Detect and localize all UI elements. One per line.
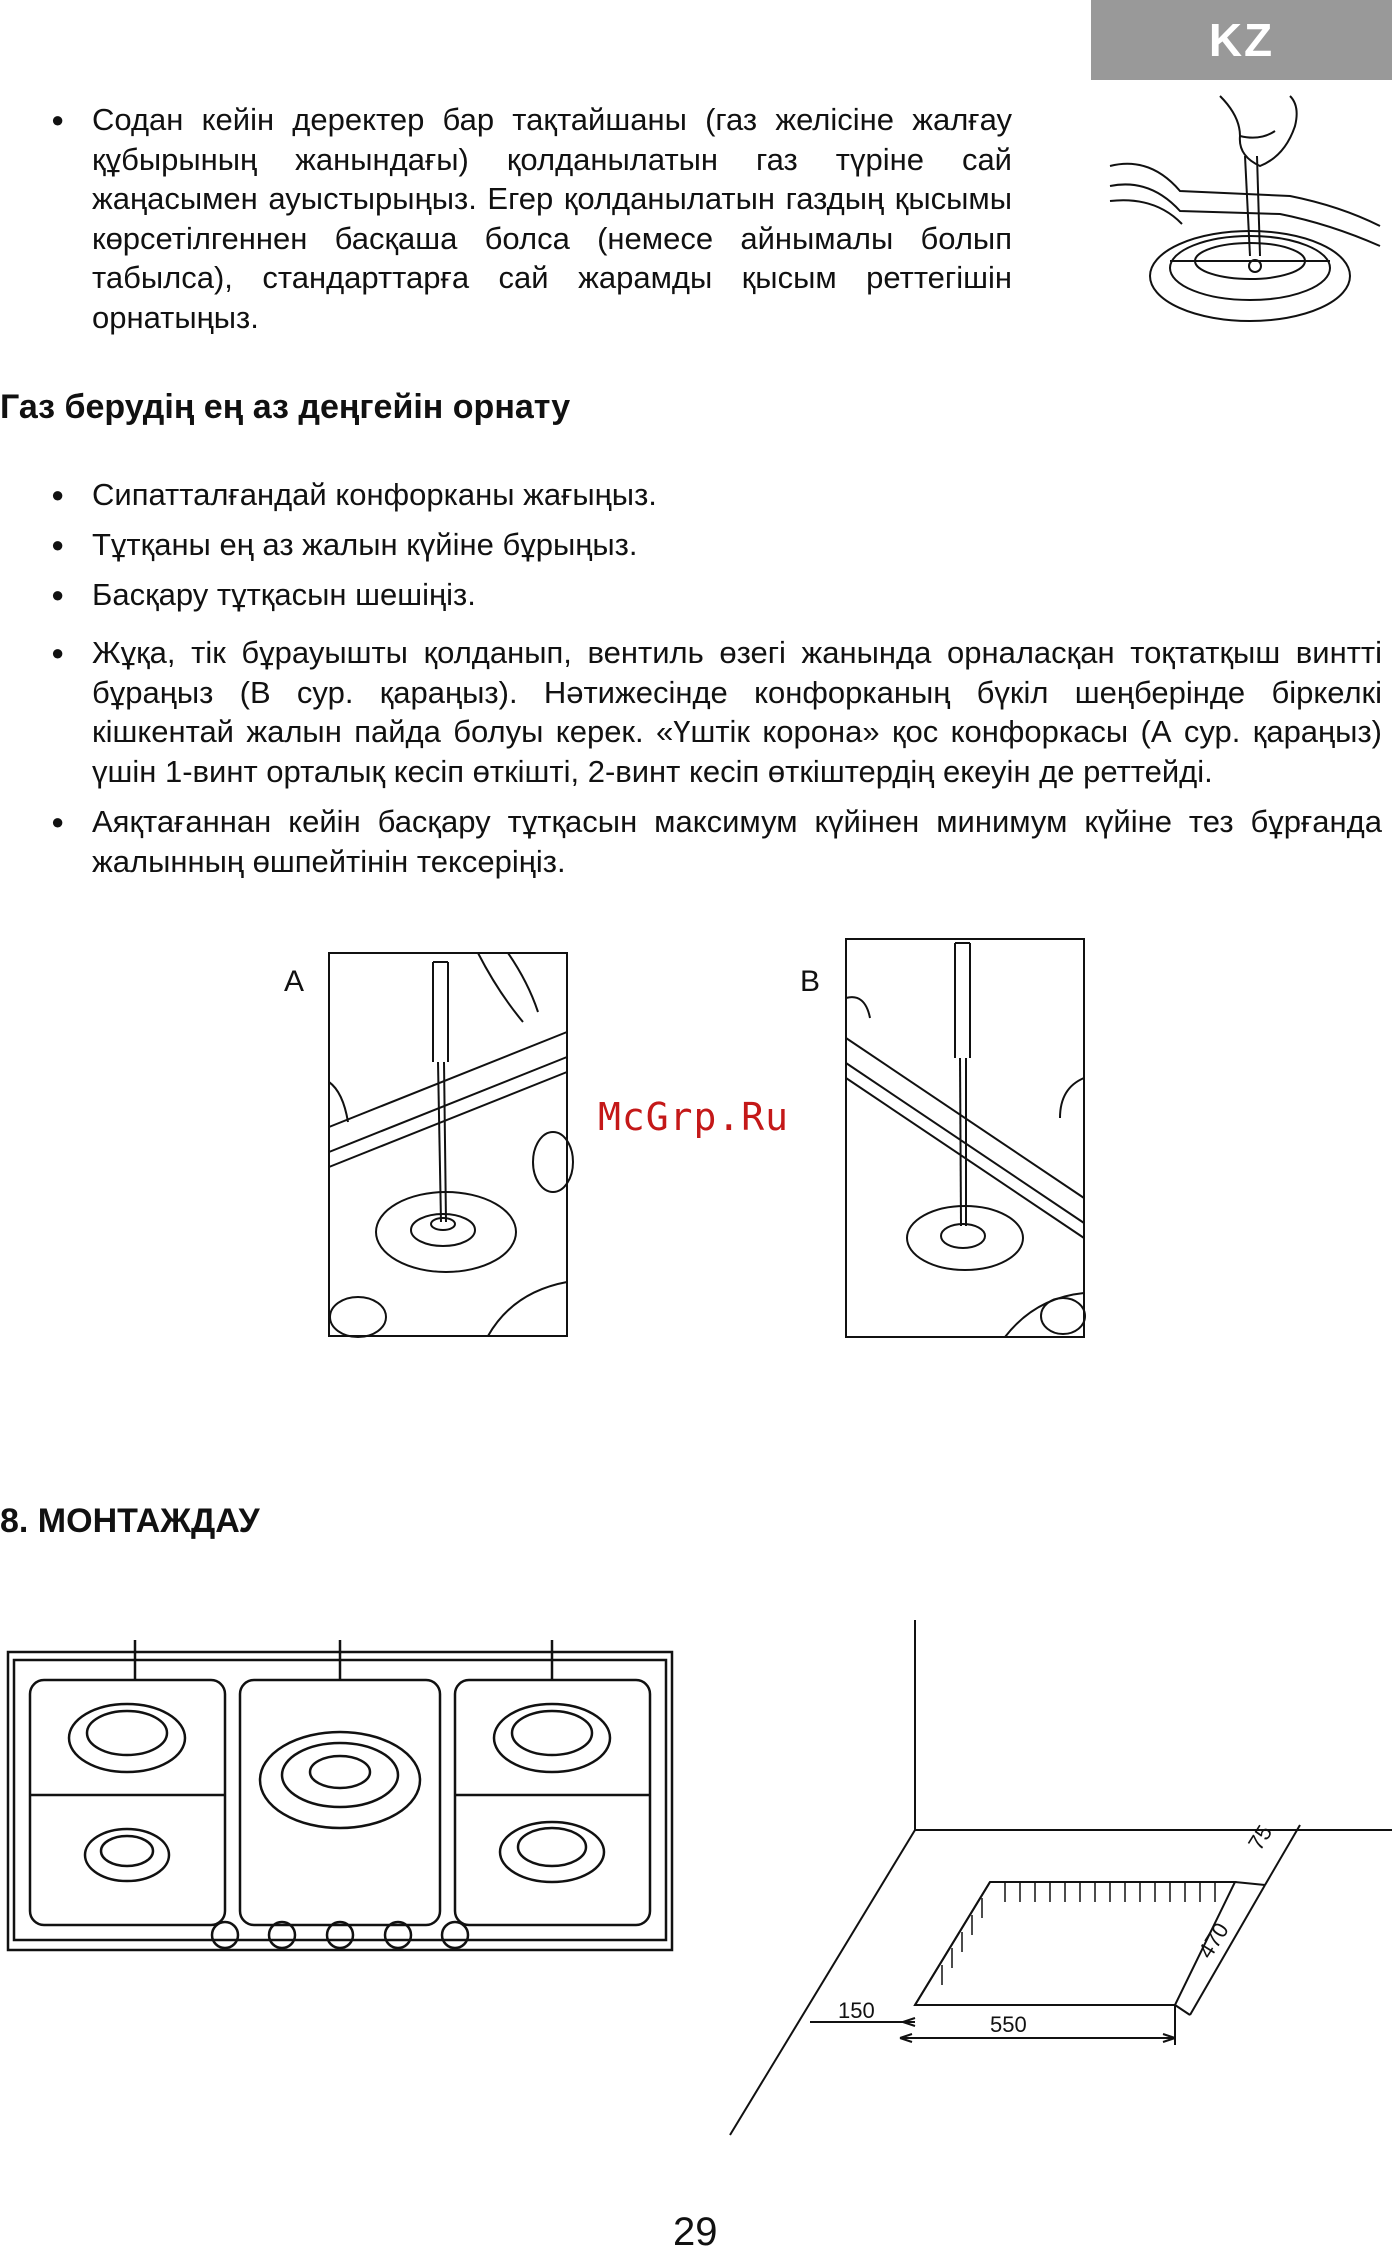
figure-label-a: A bbox=[284, 965, 305, 998]
bullet-dot: ● bbox=[51, 640, 65, 665]
page-number: 29 bbox=[673, 2210, 718, 2254]
section-title-min-gas: Газ берудің ең аз деңгейін орнату bbox=[0, 388, 571, 426]
watermark: McGrp.Ru bbox=[598, 1095, 790, 1139]
dimension-150: 150 bbox=[838, 1998, 875, 2023]
intro-bullet bbox=[51, 100, 1012, 337]
cutout-diagram bbox=[720, 1620, 1392, 2140]
section-title-mounting: 8. МОНТАЖДАУ bbox=[0, 1502, 260, 1540]
list-item-text: Жұқа, тік бұрауышты қолданып, вентиль өзегі жанында орналасқан тоқтатқыш винтті бұраңыз (В сур. қараңыз). Нәтижесінде конфорканың бүкіл шеңберінде біркелкі кішкентай жалын пайда болуы керек. «Үштік корона» қос конфоркасы (А сур. қараңыз) үшін 1-винт орталық кесіп өткішті, 2-винт кесіп өткіштердің екеуін де реттейді. bbox=[92, 635, 1382, 789]
hatch-marks bbox=[942, 1882, 1215, 1985]
list-item-text: Сипатталғандай конфорканы жағыңыз. bbox=[92, 477, 657, 512]
hob-illustration bbox=[0, 1640, 680, 1980]
figure-a-illustration bbox=[328, 952, 568, 1337]
list-item bbox=[51, 802, 1382, 881]
list-item bbox=[51, 633, 1382, 791]
dimension-470: 470 bbox=[1193, 1918, 1234, 1963]
bullet-dot: ● bbox=[51, 482, 65, 507]
intro-text: Содан кейін деректер бар тақтайшаны (газ желісіне жалғау құбырының жанындағы) қолданылатын газ түріне сай жаңасымен ауыстырыңыз. Егер қолданылатын газдың қысымы көрсетілгеннен басқаша болса (немесе айнымалы болып табылса), стандарттарға сай жарамды қысым реттегішін орнатыңыз. bbox=[92, 102, 1012, 335]
list-item-text: Тұтқаны ең аз жалын күйіне бұрыңыз. bbox=[92, 527, 638, 562]
list-item bbox=[51, 525, 1382, 565]
list-item-text: Аяқтағаннан кейін басқару тұтқасын максимум күйінен минимум күйіне тез бұрғанда жалынның өшпейтінін тексеріңіз. bbox=[92, 804, 1382, 879]
list-item bbox=[51, 475, 1382, 515]
bullet-dot: ● bbox=[51, 107, 65, 132]
list-item bbox=[51, 575, 1382, 615]
figure-b-illustration bbox=[845, 938, 1085, 1338]
bullet-dot: ● bbox=[51, 532, 65, 557]
language-badge: KZ bbox=[1091, 0, 1392, 80]
list-item-text: Басқару тұтқасын шешіңіз. bbox=[92, 577, 476, 612]
figure-label-b: B bbox=[800, 965, 821, 998]
bullet-dot: ● bbox=[51, 582, 65, 607]
bullet-dot: ● bbox=[51, 809, 65, 834]
dimension-550: 550 bbox=[990, 2012, 1027, 2037]
dimension-75: 75 bbox=[1243, 1820, 1278, 1855]
burner-adjust-illustration bbox=[1110, 96, 1390, 336]
